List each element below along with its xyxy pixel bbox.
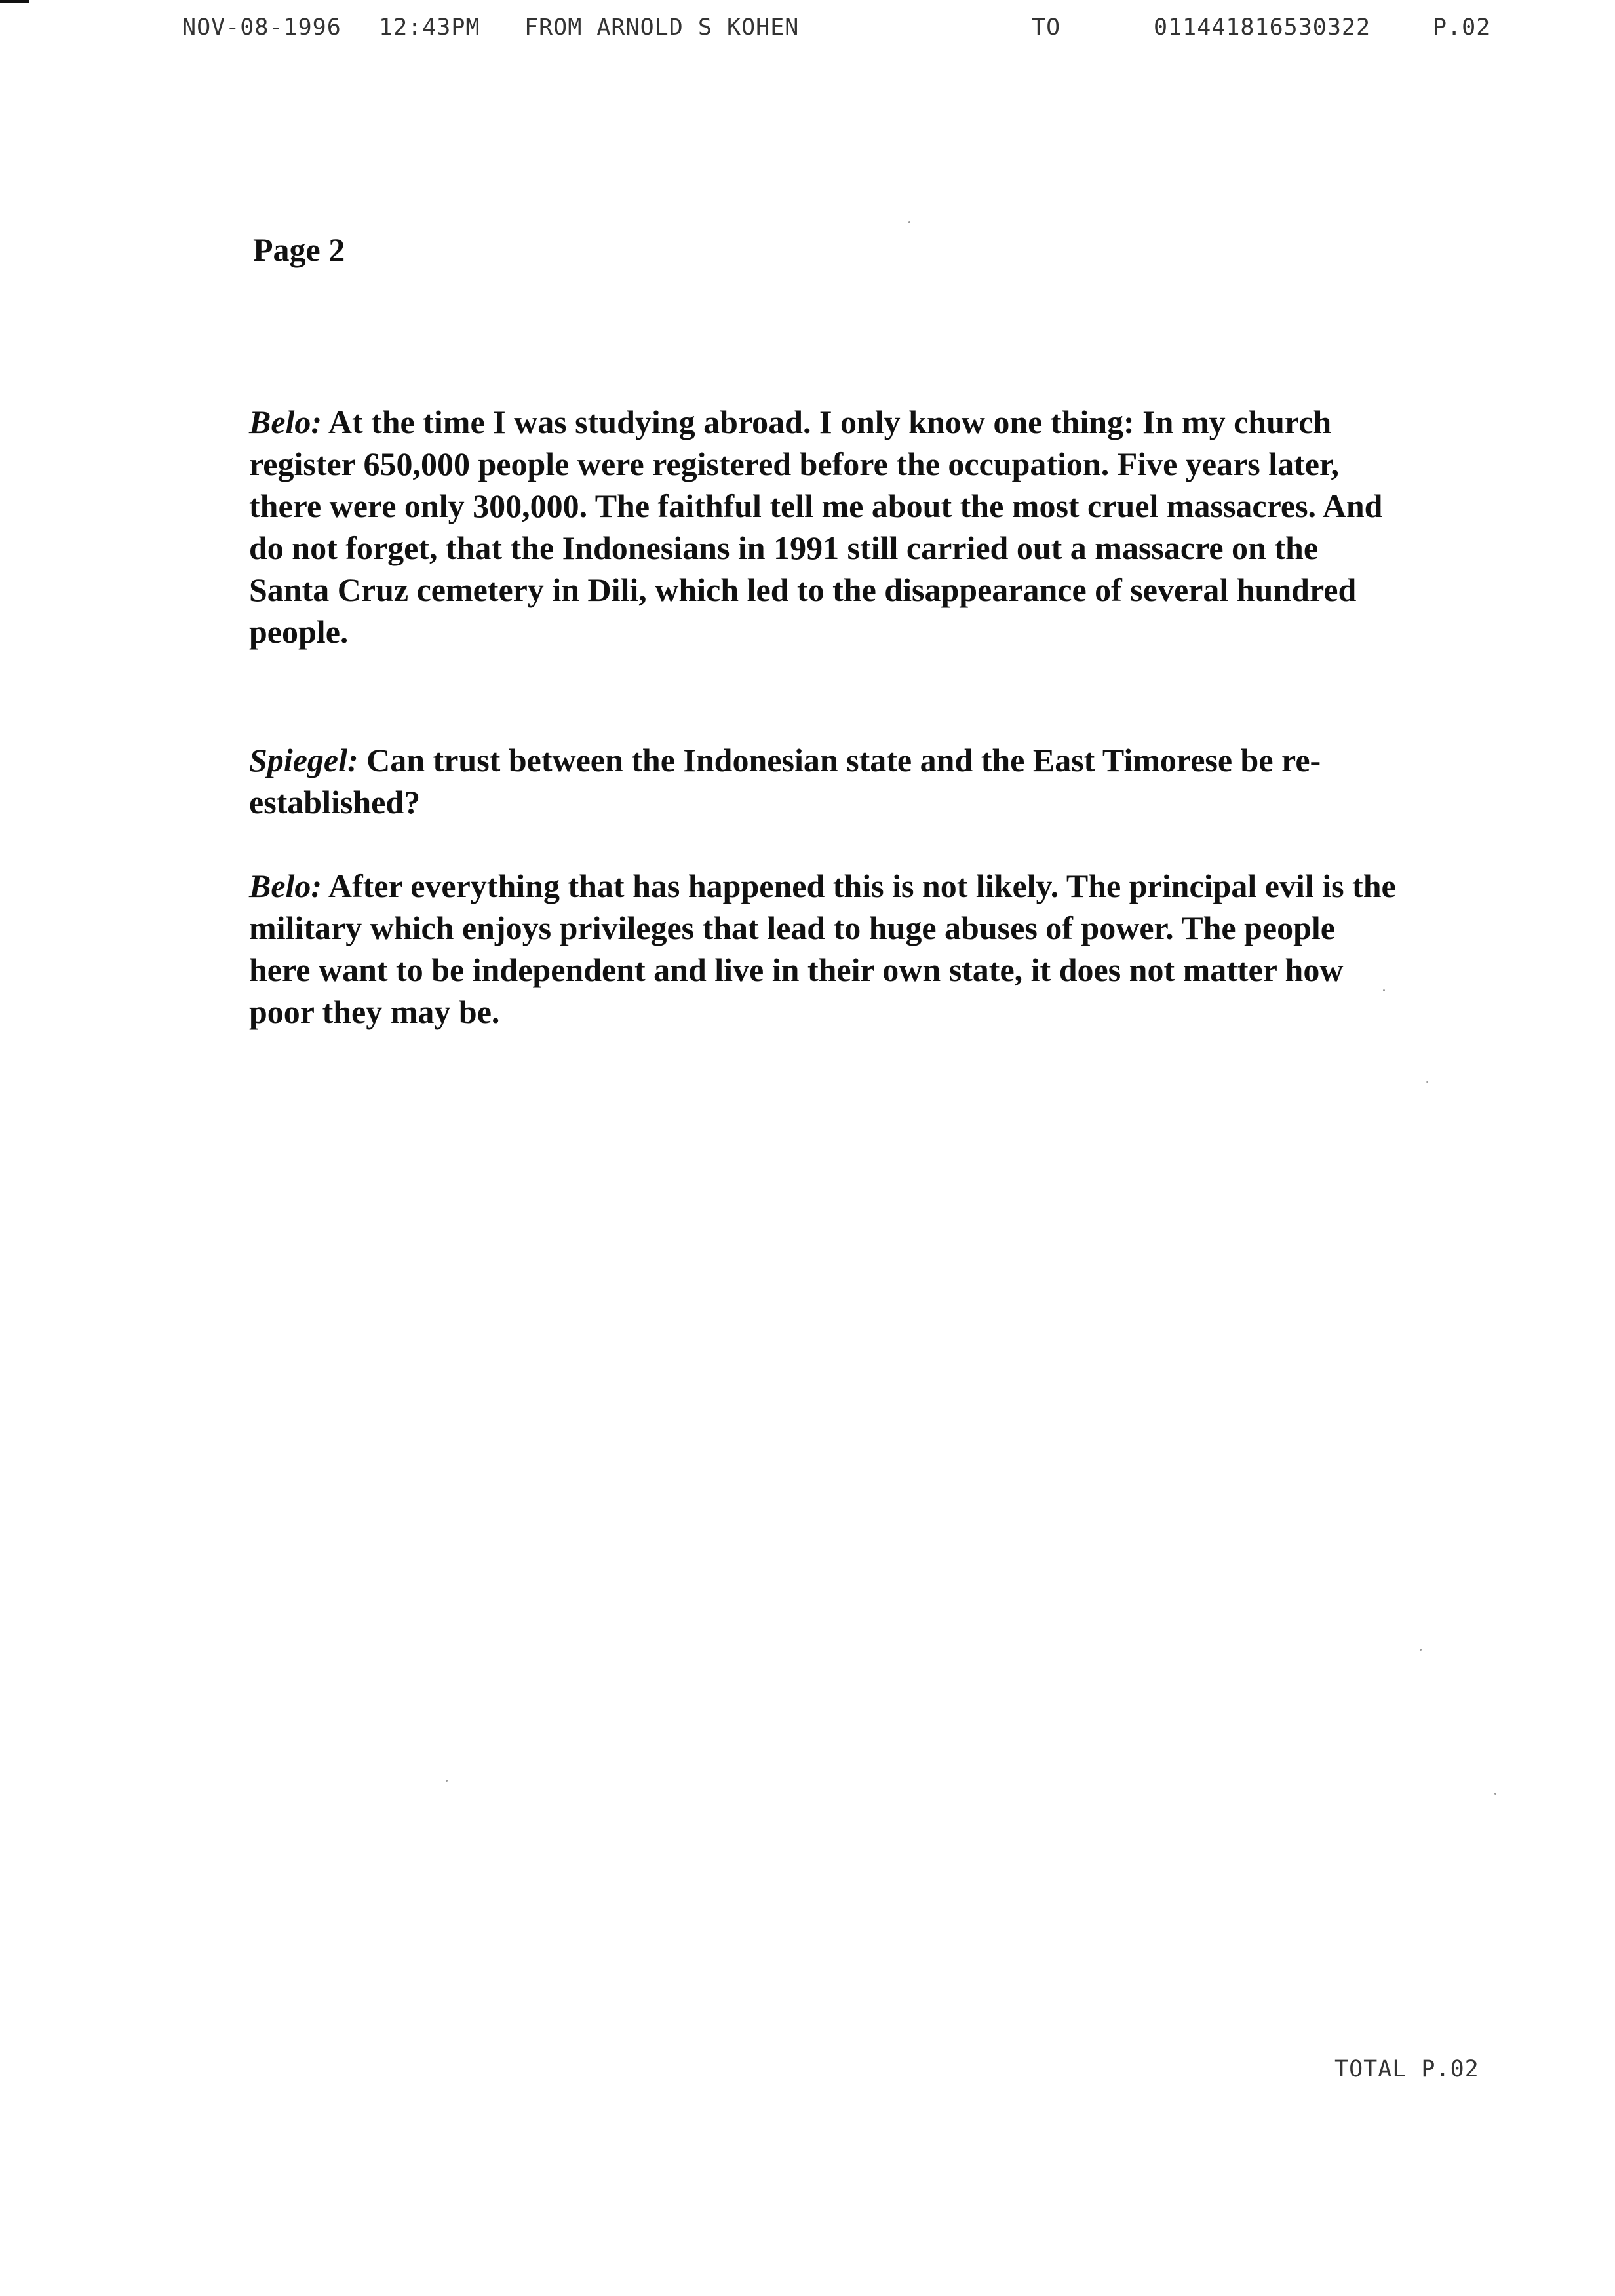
scan-speck <box>908 221 910 223</box>
paragraph-text: Can trust between the Indonesian state and the East Timorese be re-established? <box>249 742 1321 820</box>
interview-paragraph <box>249 865 1403 1033</box>
speaker-label: Belo: <box>249 868 322 904</box>
interview-paragraph <box>249 739 1403 823</box>
fax-transmission-header <box>0 14 1615 54</box>
fax-total-pages: TOTAL P.02 <box>1334 2056 1479 2082</box>
fax-to-label: TO <box>1032 14 1061 41</box>
paragraph-text: After everything that has happened this is not likely. The principal evil is the military which enjoys privileges that lead to huge abuses of power. The people here want to be independent and live in their own state, it does not matter how poor they may be. <box>249 868 1396 1030</box>
fax-date: NOV-08-1996 <box>182 14 341 41</box>
fax-sender: FROM ARNOLD S KOHEN <box>524 14 800 41</box>
fax-edge-mark <box>0 0 29 3</box>
fax-page-number: P.02 <box>1433 14 1491 41</box>
scan-speck <box>446 1780 448 1782</box>
speaker-label: Spiegel: <box>249 742 359 778</box>
scan-speck <box>1426 1081 1428 1083</box>
fax-time: 12:43PM <box>379 14 480 41</box>
interview-paragraph <box>249 401 1403 653</box>
scan-speck <box>1494 1793 1496 1795</box>
page-title: Page 2 <box>253 231 345 268</box>
scan-speck <box>1420 1649 1422 1651</box>
fax-recipient-number: 011441816530322 <box>1154 14 1371 41</box>
paragraph-text: At the time I was studying abroad. I only know one thing: In my church register 650,000 people were registered before the occupation. Five years later, there were only 300,000. The faithful tell me about the most cruel massacres. And do not forget, that the Indonesians in 1991 still carried out a massacre on the Santa Cruz cemetery in Dili, which led to the disappearance of several hundred people. <box>249 404 1383 650</box>
speaker-label: Belo: <box>249 404 322 440</box>
scan-speck <box>1383 989 1385 991</box>
